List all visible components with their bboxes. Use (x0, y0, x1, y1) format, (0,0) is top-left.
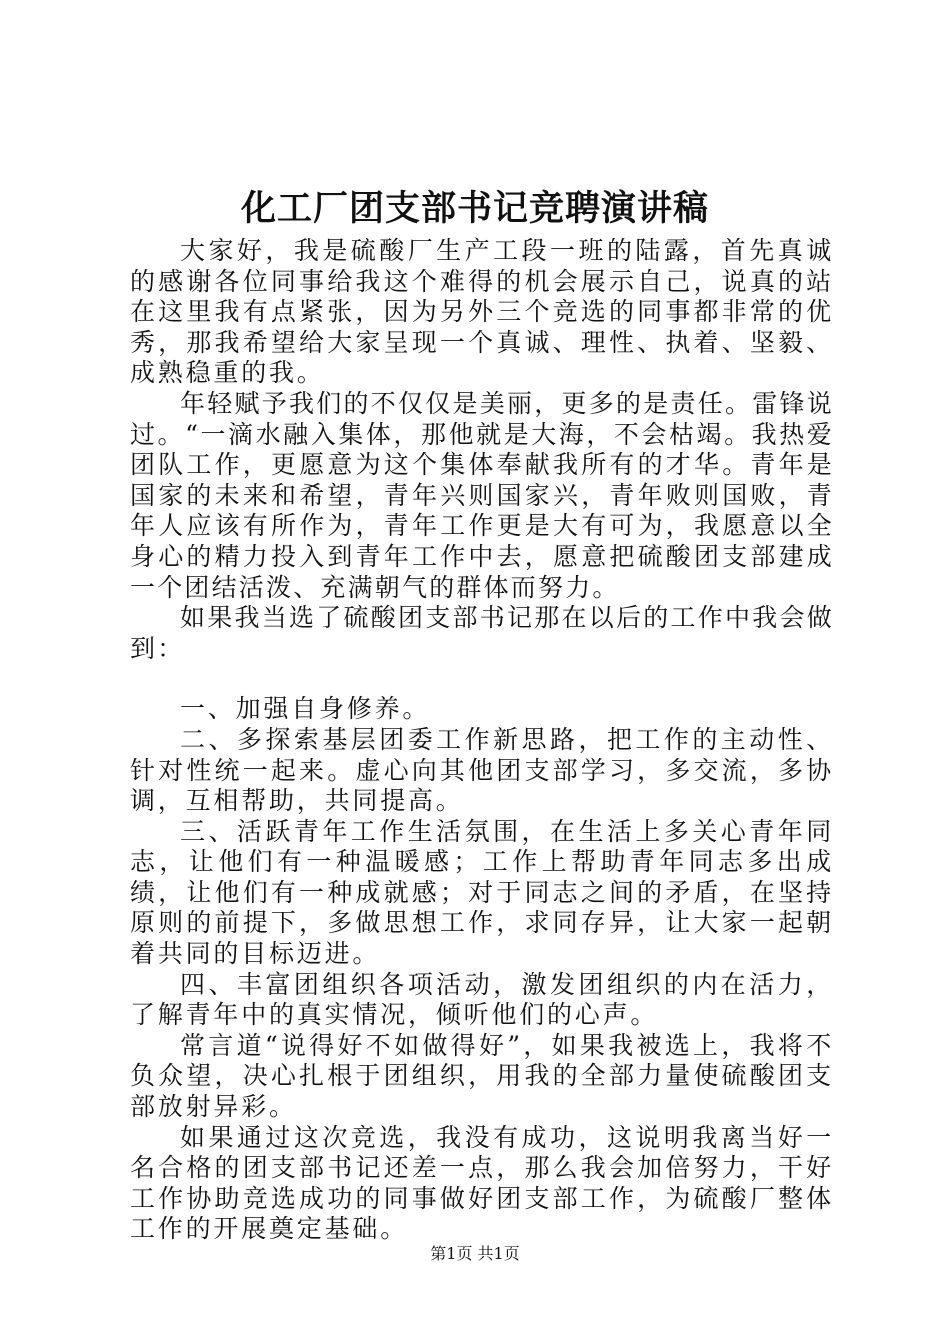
paragraph-responsibility: 年轻赋予我们的不仅仅是美丽，更多的是责任。雷锋说过。“一滴水融入集体，那他就是大海，不会枯竭。我热爱团队工作，更愿意为这个集体奉献我所有的才华。青年是国家的未来和希望，青年兴则国家兴，青年败则国败，青年人应该有所作为，青年工作更是大有可为，我愿意以全身心的精力投入到青年工作中去，愿意把硫酸团支部建成一个团结活泼、充满朝气的群体而努力。 (130, 388, 834, 602)
page-number-footer: 第1页 共1页 (430, 1244, 520, 1263)
list-item-4: 四、丰富团组织各项活动，激发团组织的内在活力，了解青年中的真实情况，倾听他们的心声。 (130, 969, 834, 1030)
paragraph-intro: 大家好，我是硫酸厂生产工段一班的陆露，首先真诚的感谢各位同事给我这个难得的机会展示自己，说真的站在这里我有点紧张，因为另外三个竞选的同事都非常的优秀，那我希望给大家呈现一个真诚、理性、执着、坚毅、成熟稳重的我。 (130, 236, 834, 388)
list-item-3: 三、活跃青年工作生活氛围，在生活上多关心青年同志，让他们有一种温暖感；工作上帮助青年同志多出成绩，让他们有一种成就感；对于同志之间的矛盾，在坚持原则的前提下，多做思想工作，求同存异，让大家一起朝着共同的目标迈进。 (130, 816, 834, 969)
document-title: 化工厂团支部书记竞聘演讲稿 (240, 188, 709, 229)
list-item-2: 二、多探索基层团委工作新思路，把工作的主动性、针对性统一起来。虚心向其他团支部学习，多交流，多协调，互相帮助，共同提高。 (130, 724, 834, 816)
blank-line (130, 664, 834, 694)
paragraph-closing-fallback: 如果通过这次竞选，我没有成功，这说明我离当好一名合格的团支部书记还差一点，那么我会加倍努力，干好工作协助竞选成功的同事做好团支部工作，为硫酸厂整体工作的开展奠定基础。 (130, 1122, 834, 1244)
paragraph-closing-pledge: 常言道“说得好不如做得好”，如果我被选上，我将不负众望，决心扎根于团组织，用我的全部力量使硫酸团支部放射异彩。 (130, 1030, 834, 1122)
paragraph-commitment-lead: 如果我当选了硫酸团支部书记那在以后的工作中我会做到： (130, 603, 834, 663)
list-item-1: 一、加强自身修养。 (180, 694, 431, 724)
document-body (130, 236, 834, 1245)
